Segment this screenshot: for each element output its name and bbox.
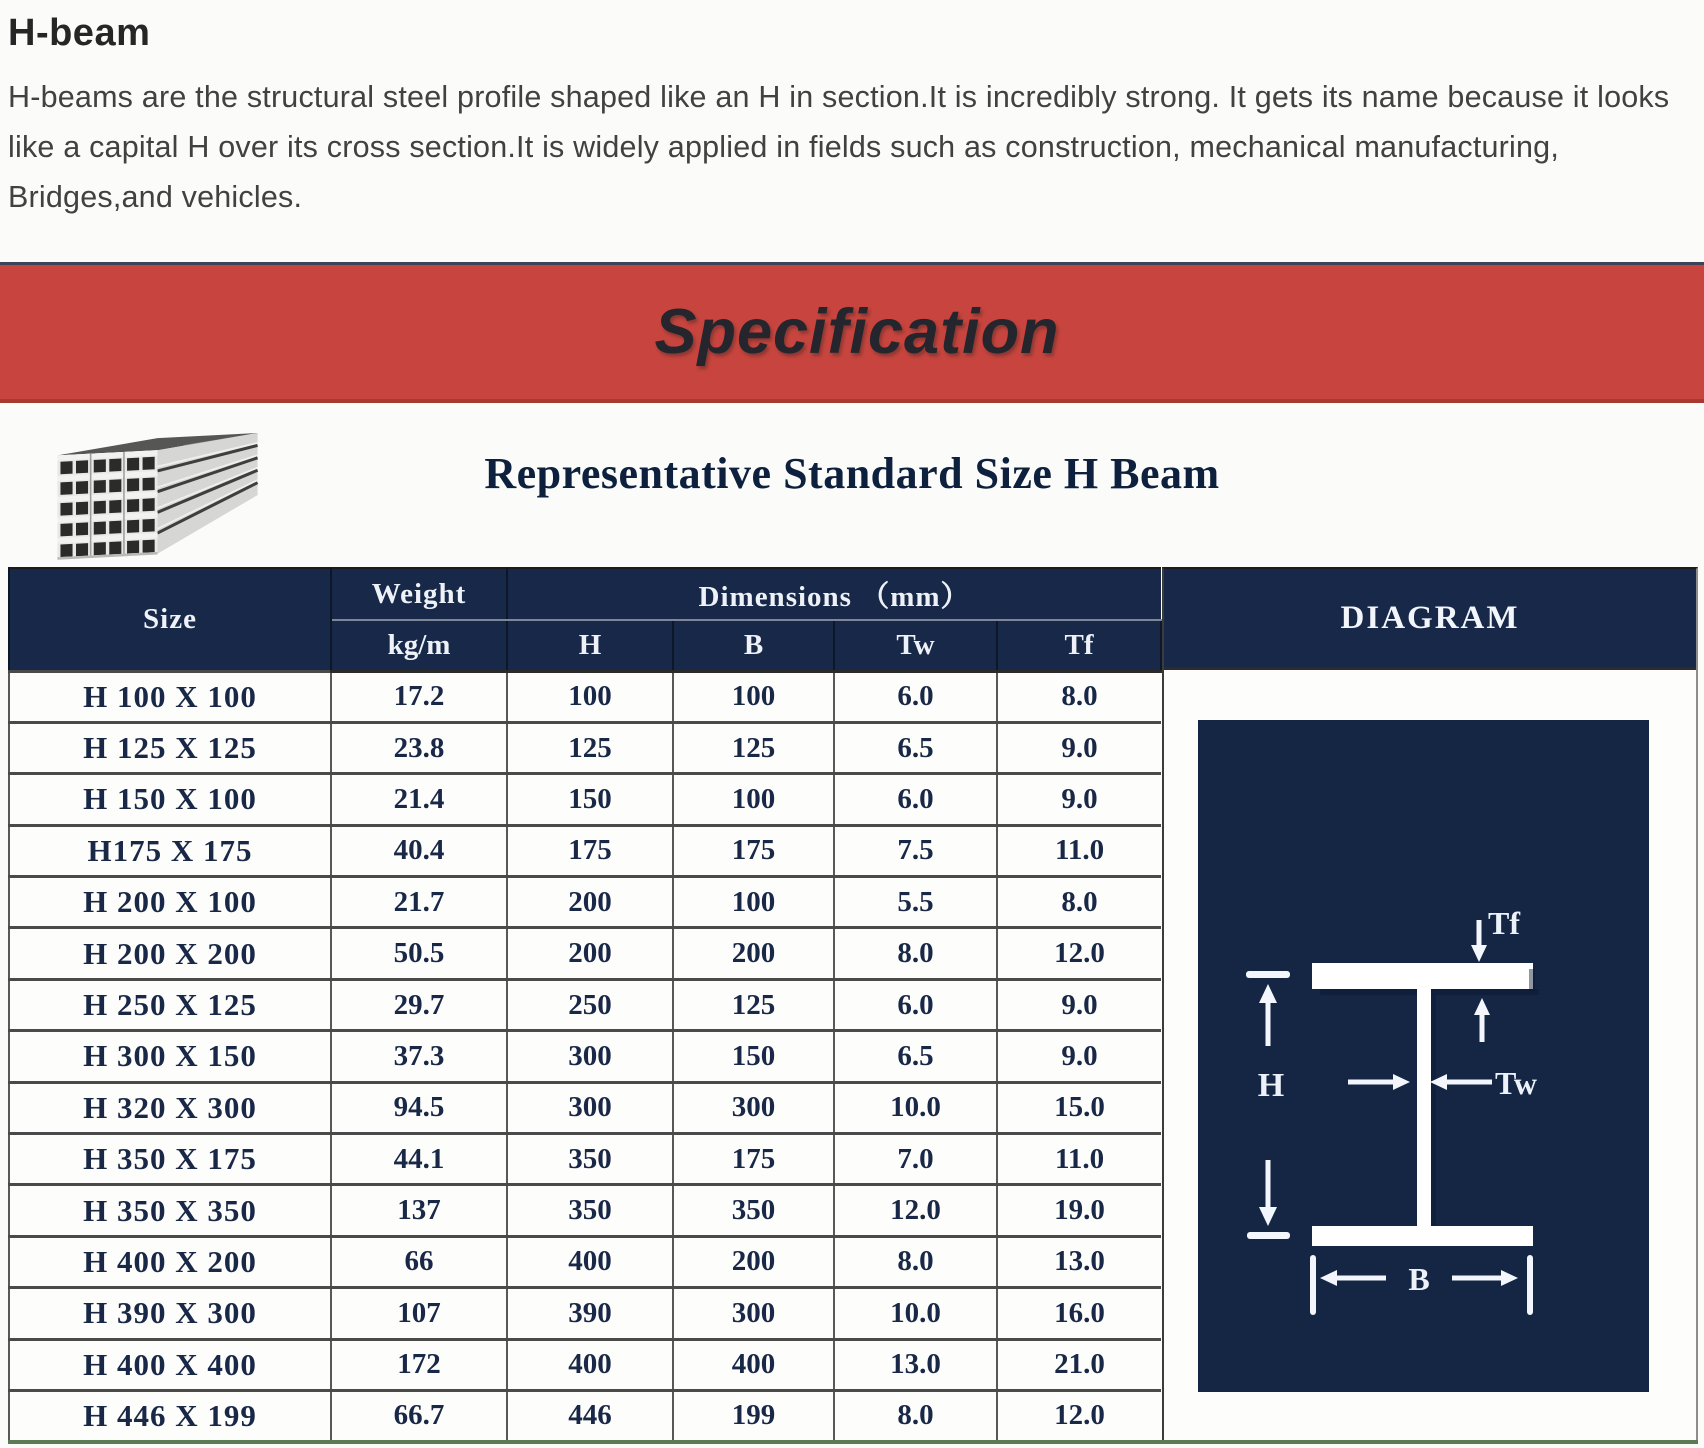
tw-cell: 8.0 (834, 1390, 997, 1440)
tf-cell: 21.0 (997, 1339, 1161, 1390)
tw-cell: 13.0 (834, 1339, 997, 1390)
b-cell: 300 (673, 1288, 834, 1339)
tf-cell: 9.0 (997, 979, 1161, 1030)
col-header-weight: Weight (331, 568, 507, 620)
tf-cell: 12.0 (997, 1390, 1161, 1440)
h-cell: 100 (507, 671, 673, 722)
table-row (9, 1236, 1161, 1287)
h-cell: 390 (507, 1288, 673, 1339)
h-cell: 200 (507, 877, 673, 928)
h-cell: 250 (507, 979, 673, 1030)
weight-cell: 40.4 (331, 825, 507, 876)
size-cell: H 250 X 125 (9, 979, 331, 1030)
tw-label: Tw (1495, 1065, 1538, 1101)
weight-cell: 23.8 (331, 722, 507, 773)
tf-cell: 11.0 (997, 825, 1161, 876)
section-title: Representative Standard Size H Beam (484, 449, 1220, 498)
b-cell: 300 (673, 1082, 834, 1133)
tw-cell: 8.0 (834, 928, 997, 979)
table-row (9, 774, 1161, 825)
tw-cell: 6.0 (834, 979, 997, 1030)
beam-profile-shape (1312, 963, 1539, 1246)
col-header-h: H (507, 620, 673, 671)
weight-cell: 17.2 (331, 671, 507, 722)
col-header-tf: Tf (997, 620, 1161, 671)
weight-cell: 44.1 (331, 1134, 507, 1185)
weight-cell: 107 (331, 1288, 507, 1339)
b-cell: 100 (673, 877, 834, 928)
tw-cell: 10.0 (834, 1288, 997, 1339)
page-title: H-beam (8, 12, 151, 54)
b-cell: 200 (673, 928, 834, 979)
col-header-tw: Tw (834, 620, 997, 671)
b-label: B (1408, 1261, 1430, 1297)
size-cell: H 400 X 400 (9, 1339, 331, 1390)
specification-banner-title: Specification (654, 297, 1060, 367)
tf-cell: 9.0 (997, 722, 1161, 773)
table-row (9, 671, 1161, 722)
tf-cell: 12.0 (997, 928, 1161, 979)
h-cell: 300 (507, 1031, 673, 1082)
size-cell: H 150 X 100 (9, 774, 331, 825)
table-row (9, 1390, 1161, 1440)
tf-cell: 9.0 (997, 1031, 1161, 1082)
h-cell: 125 (507, 722, 673, 773)
h-cell: 446 (507, 1390, 673, 1440)
b-cell: 175 (673, 825, 834, 876)
tw-cell: 6.0 (834, 671, 997, 722)
tw-cell: 7.0 (834, 1134, 997, 1185)
diagram-area (1164, 670, 1696, 1440)
h-cell: 350 (507, 1185, 673, 1236)
weight-cell: 172 (331, 1339, 507, 1390)
col-header-size: Size (9, 568, 331, 671)
tw-cell: 5.5 (834, 877, 997, 928)
size-cell: H 400 X 200 (9, 1236, 331, 1287)
weight-cell: 21.4 (331, 774, 507, 825)
size-cell: H 125 X 125 (9, 722, 331, 773)
b-cell: 125 (673, 722, 834, 773)
size-cell: H 320 X 300 (9, 1082, 331, 1133)
size-table (8, 567, 1162, 1440)
b-cell: 350 (673, 1185, 834, 1236)
intro-section (8, 12, 1680, 222)
h-cell: 200 (507, 928, 673, 979)
b-cell: 150 (673, 1031, 834, 1082)
tf-cell: 19.0 (997, 1185, 1161, 1236)
table-row (9, 1082, 1161, 1133)
b-cell: 175 (673, 1134, 834, 1185)
weight-cell: 66 (331, 1236, 507, 1287)
weight-cell: 29.7 (331, 979, 507, 1030)
h-cell: 400 (507, 1236, 673, 1287)
tw-cell: 10.0 (834, 1082, 997, 1133)
table-row (9, 1031, 1161, 1082)
tw-cell: 8.0 (834, 1236, 997, 1287)
size-cell: H 200 X 100 (9, 877, 331, 928)
table-row (9, 877, 1161, 928)
h-cell: 175 (507, 825, 673, 876)
weight-cell: 66.7 (331, 1390, 507, 1440)
h-dimension-line (1246, 971, 1290, 1239)
h-label: H (1257, 1067, 1285, 1104)
specification-banner (0, 262, 1704, 403)
table-row (9, 928, 1161, 979)
tf-cell: 9.0 (997, 774, 1161, 825)
col-header-b: B (673, 620, 834, 671)
tf-label: Tf (1488, 905, 1521, 941)
table-row (9, 1339, 1161, 1390)
h-beam-cross-section-diagram (1198, 720, 1649, 1392)
weight-cell: 137 (331, 1185, 507, 1236)
weight-cell: 94.5 (331, 1082, 507, 1133)
table-header-row-1 (9, 568, 1161, 620)
size-cell: H175 X 175 (9, 825, 331, 876)
weight-cell: 50.5 (331, 928, 507, 979)
size-cell: H 350 X 175 (9, 1134, 331, 1185)
weight-cell: 21.7 (331, 877, 507, 928)
col-header-dimensions: Dimensions （mm） (507, 568, 1161, 620)
table-row (9, 722, 1161, 773)
size-cell: H 390 X 300 (9, 1288, 331, 1339)
size-cell: H 350 X 350 (9, 1185, 331, 1236)
size-cell: H 200 X 200 (9, 928, 331, 979)
tf-cell: 11.0 (997, 1134, 1161, 1185)
b-cell: 100 (673, 774, 834, 825)
tf-cell: 13.0 (997, 1236, 1161, 1287)
b-cell: 199 (673, 1390, 834, 1440)
weight-cell: 37.3 (331, 1031, 507, 1082)
table-row (9, 825, 1161, 876)
size-cell: H 446 X 199 (9, 1390, 331, 1440)
b-cell: 125 (673, 979, 834, 1030)
col-header-weight-unit: kg/m (331, 620, 507, 671)
cross-section-icon (1198, 720, 1649, 1392)
specification-table (8, 567, 1698, 1444)
table-row (9, 1288, 1161, 1339)
col-header-diagram: DIAGRAM (1164, 569, 1696, 670)
table-row (9, 979, 1161, 1030)
b-cell: 100 (673, 671, 834, 722)
b-cell: 400 (673, 1339, 834, 1390)
table-row (9, 1185, 1161, 1236)
tw-cell: 6.5 (834, 722, 997, 773)
tw-cell: 6.0 (834, 774, 997, 825)
h-cell: 300 (507, 1082, 673, 1133)
tf-cell: 16.0 (997, 1288, 1161, 1339)
h-cell: 350 (507, 1134, 673, 1185)
tw-cell: 7.5 (834, 825, 997, 876)
h-cell: 150 (507, 774, 673, 825)
h-cell: 400 (507, 1339, 673, 1390)
diagram-column (1162, 567, 1698, 1440)
size-cell: H 100 X 100 (9, 671, 331, 722)
intro-paragraph: H-beams are the structural steel profile shaped like an H in section.It is incredibly strong. It gets its name because it looks like a capital H over its cross section.It is widely applied in fields such as construction, mechanical manufacturing, Bridges,and vehicles. (8, 79, 1670, 214)
tw-cell: 6.5 (834, 1031, 997, 1082)
tf-cell: 15.0 (997, 1082, 1161, 1133)
tf-cell: 8.0 (997, 671, 1161, 722)
tw-cell: 12.0 (834, 1185, 997, 1236)
size-cell: H 300 X 150 (9, 1031, 331, 1082)
table-row (9, 1134, 1161, 1185)
b-cell: 200 (673, 1236, 834, 1287)
tf-cell: 8.0 (997, 877, 1161, 928)
